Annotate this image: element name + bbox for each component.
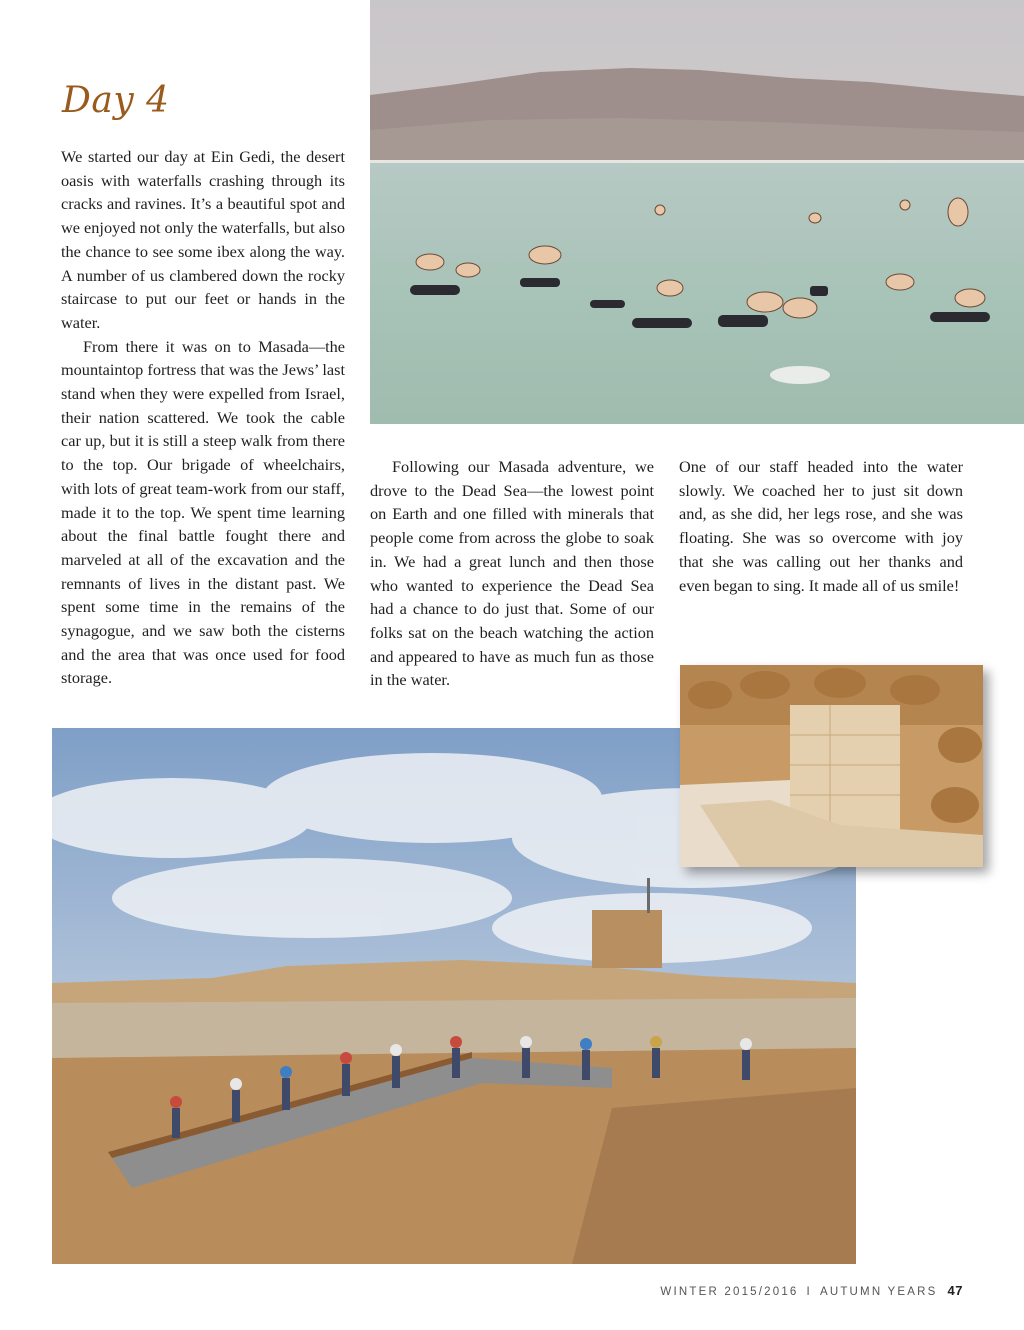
issue-label: WINTER 2015/2016 [660,1286,799,1298]
article-column-2 [370,455,654,692]
article-column-3 [679,455,963,597]
dead-sea-photo [370,0,1024,424]
synagogue-ruins-photo [680,665,983,867]
magazine-name: AUTUMN YEARS [819,1286,938,1298]
section-heading: Day 4 [62,80,170,121]
paragraph-masada: From there it was on to Masada—the mountaintop fortress that was the Jews’ last stand when they were expelled from Israel, their nation scattered. We took the cable car up, but it is still a steep walk from there to the top. Our brigade of wheelchairs, with lots of great team-work from our staff, made it to the top. We spent time learning about the final battle fought there and marveled at all of the excavation and the remnants of lives in the distant past. We spent some time in the remains of the synagogue, and we saw both the cisterns and the area that was once used for food storage. [61,336,345,688]
paragraph-floating: One of our staff headed into the water slowly. We coached her to just sit down and, as she did, her legs rose, and she was floating. She was so overcome with joy that she was calling out her thanks and even began to sing. It made all of us smile! [679,457,963,595]
footer-separator: I [806,1286,812,1298]
paragraph-ein-gedi: We started our day at Ein Gedi, the desert oasis with waterfalls crashing through its cracks and ravines. It’s a beautiful spot and we enjoyed not only the waterfalls, but also the chance to see some ibex along the way. A number of us clambered down the rocky staircase to put our feet or hands in the water. [61,147,345,332]
article-column-1 [61,145,345,690]
page-footer [660,1283,963,1298]
page-number: 47 [947,1283,963,1298]
paragraph-dead-sea: Following our Masada adventure, we drove to the Dead Sea—the lowest point on Earth and one filled with minerals that people come from across the globe to soak in. We had a great lunch and then those who wanted to experience the Dead Sea had a chance to do just that. Some of our folks sat on the beach watching the action and appeared to have as much fun as those in the water. [370,457,654,690]
